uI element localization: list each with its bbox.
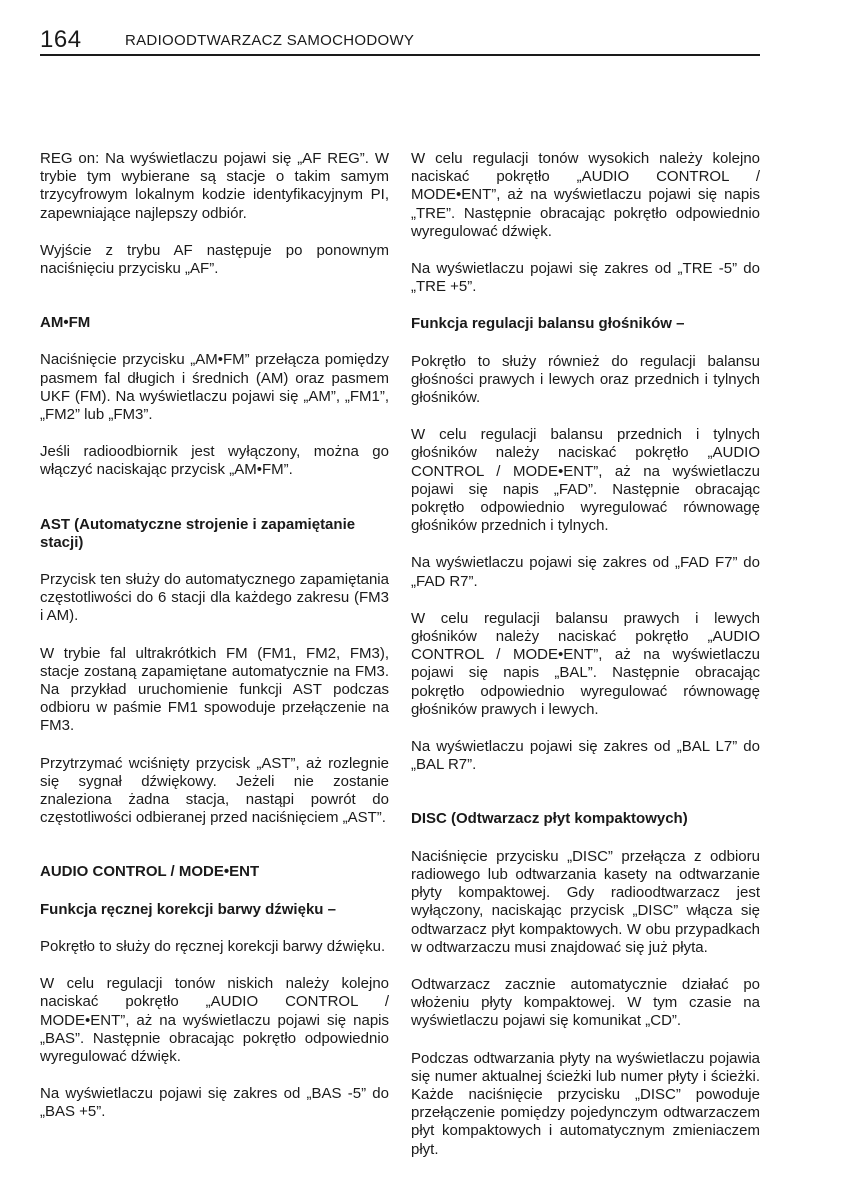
paragraph-ast-fm: W trybie fal ultrakrótkich FM (FM1, FM2, FM3), stacje zostaną zapamiętane automatycznie na FM3. Na przykład uruchomienie funkcji AST podczas odbioru w paśmie FM1 spowoduje przełączenie na FM3. xyxy=(40,644,389,735)
heading-disc: DISC (Odtwarzacz płyt kompaktowych) xyxy=(411,810,688,828)
paragraph-treble-range: Na wyświetlaczu pojawi się zakres od „TRE -5” do „TRE +5”. xyxy=(411,260,760,296)
paragraph-bass-range: Na wyświetlaczu pojawi się zakres od „BAS -5” do „BAS +5”. xyxy=(40,1085,389,1121)
paragraph-fader-adjust: W celu regulacji balansu przednich i tylnych głośników należy naciskać pokrętło „AUDIO CONTROL / MODE•ENT”, aż na wyświetlaczu pojawi się napis „FAD”. Następnie obracając pokrętło odpowiednio wyregulować równowagę głośników przednich i tylnych. xyxy=(411,426,760,535)
right-column xyxy=(411,150,760,1159)
heading-audio-control: AUDIO CONTROL / MODE•ENT xyxy=(40,863,260,881)
heading-balance: Funkcja regulacji balansu głośników – xyxy=(411,315,685,333)
paragraph-fader-range: Na wyświetlaczu pojawi się zakres od „FAD F7” do „FAD R7”. xyxy=(411,554,760,590)
paragraph-balance-range: Na wyświetlaczu pojawi się zakres od „BAL L7” do „BAL R7”. xyxy=(411,738,760,774)
paragraph-ast-purpose: Przycisk ten służy do automatycznego zapamiętania częstotliwości do 6 stacji dla każdego zakresu (FM3 i AM). xyxy=(40,571,389,625)
paragraph-balance-purpose: Pokrętło to służy również do regulacji balansu głośności prawych i lewych oraz przednich i tylnych głośników. xyxy=(411,352,760,407)
paragraph-disc-switch: Naciśnięcie przycisku „DISC” przełącza z odbioru radiowego lub odtwarzania kasety na odtwarzanie płyty kompaktowej. Gdy radioodtwarzacz jest wyłączony, naciskając przycisk „DISC” włącza się odtwarzacz płyt kompaktowych. W obu przypadkach w odtwarzaczu musi znajdować się już płyta. xyxy=(411,847,760,956)
paragraph-balance-adjust: W celu regulacji balansu prawych i lewych głośników należy naciskać pokrętło „AUDIO CONTROL / MODE•ENT”, aż na wyświetlaczu pojawi się napis „BAL”. Następnie obracając pokrętło odpowiednio wyregulować równowagę głośników prawych i lewych. xyxy=(411,609,760,718)
page-number: 164 xyxy=(40,26,82,53)
left-column xyxy=(40,150,389,1122)
paragraph-af-exit: Wyjście z trybu AF następuje po ponownym naciśnięciu przycisku „AF”. xyxy=(40,241,389,278)
paragraph-disc-autoplay: Odtwarzacz zacznie automatycznie działać po włożeniu płyty kompaktowej. W tym czasie na wyświetlaczu pojawi się komunikat „CD”. xyxy=(411,975,760,1030)
paragraph-reg-on: REG on: Na wyświetlaczu pojawi się „AF REG”. W trybie tym wybierane są stacje o takim samym trzycyfrowym lokalnym kodzie identyfikacyjnym PI, zapewniające najlepszy odbiór. xyxy=(40,150,389,222)
running-title: RADIOODTWARZACZ SAMOCHODOWY xyxy=(125,32,415,49)
paragraph-tone-purpose: Pokrętło to służy do ręcznej korekcji barwy dźwięku. xyxy=(40,937,386,955)
heading-tone-correction: Funkcja ręcznej korekcji barwy dźwięku – xyxy=(40,900,336,918)
paragraph-amfm-switch: Naciśnięcie przycisku „AM•FM” przełącza pomiędzy pasmem fal długich i średnich (AM) oraz pasmem UKF (FM). Na wyświetlaczu pojawi się „AM”, „FM1”, „FM2” lub „FM3”. xyxy=(40,351,389,424)
paragraph-amfm-power: Jeśli radioodbiornik jest wyłączony, można go włączyć naciskając przycisk „AM•FM”. xyxy=(40,443,389,479)
paragraph-disc-track: Podczas odtwarzania płyty na wyświetlaczu pojawia się numer aktualnej ścieżki lub numer płyty i ścieżki. Każde naciśnięcie przycisku „DISC” powoduje przełączenie pomiędzy pojedynczym odtwarzaczem płyt kompaktowych i automatycznym zmieniaczem płyt. xyxy=(411,1049,760,1158)
heading-amfm: AM•FM xyxy=(40,314,91,332)
heading-ast: AST (Automatyczne strojenie i zapamiętanie stacji) xyxy=(40,515,356,551)
paragraph-treble-adjust: W celu regulacji tonów wysokich należy kolejno naciskać pokrętło „AUDIO CONTROL / MODE•ENT”, aż na wyświetlaczu pojawi się napis „TRE”. Następnie obracając pokrętło odpowiednio wyregulować dźwięk. xyxy=(411,150,760,240)
page-header xyxy=(40,26,760,56)
paragraph-bass-adjust: W celu regulacji tonów niskich należy kolejno naciskać pokrętło „AUDIO CONTROL / MODE•ENT”, aż na wyświetlaczu pojawi się napis „BAS”. Następnie obracając pokrętło odpowiednio wyregulować dźwięk. xyxy=(40,975,389,1065)
paragraph-ast-hold: Przytrzymać wciśnięty przycisk „AST”, aż rozlegnie się sygnał dźwiękowy. Jeżeli nie zostanie znaleziona żadna stacja, nastąpi powrót do częstotliwości odbieranej przed naciśnięciem „AST”. xyxy=(40,754,389,827)
